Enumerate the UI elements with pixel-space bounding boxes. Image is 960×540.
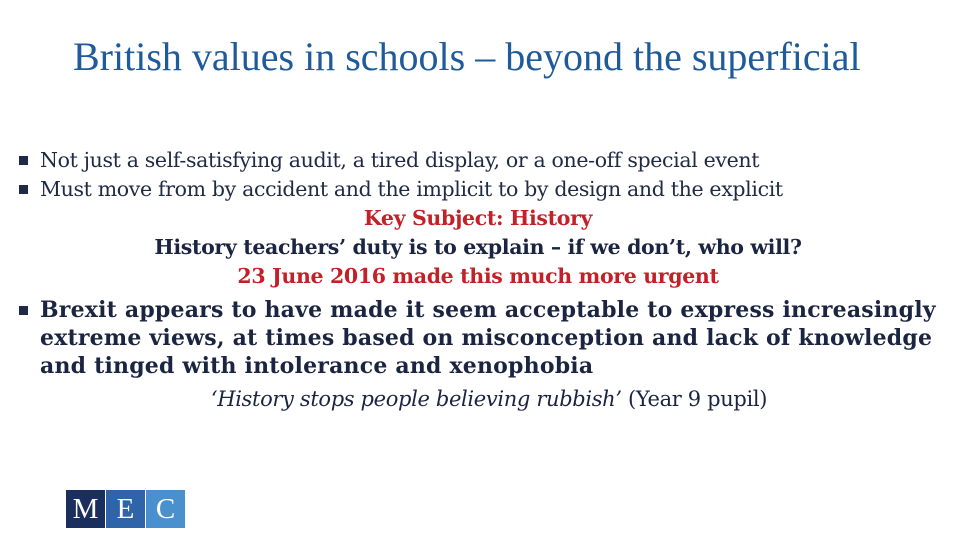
bullet-text: Must move from by accident and the implicit to by design and the explicit: [40, 177, 783, 201]
logo-letter-e: E: [106, 490, 145, 528]
duty-statement: History teachers’ duty is to explain – if we don’t, who will?: [154, 235, 802, 259]
quote-attribution: (Year 9 pupil): [621, 387, 768, 411]
key-subject-heading: Key Subject: History: [363, 206, 593, 230]
pupil-quote: [18, 385, 938, 414]
bullet-item: [18, 175, 938, 204]
bullet-item-brexit: [18, 296, 938, 380]
slide-body: [18, 146, 938, 414]
mec-logo: [66, 490, 186, 528]
slide-title: British values in schools – beyond the superficial: [73, 34, 861, 79]
logo-letter-c: C: [146, 490, 185, 528]
square-bullet-icon: [19, 185, 28, 194]
bullet-text: Not just a self-satisfying audit, a tired display, or a one-off special event: [40, 148, 760, 172]
logo-letter-m: M: [66, 490, 105, 528]
bullet-item: [18, 146, 938, 175]
quote-text: ‘History stops people believing rubbish’: [210, 387, 622, 411]
date-statement: 23 June 2016 made this much more urgent: [237, 264, 719, 288]
square-bullet-icon: [19, 306, 28, 315]
square-bullet-icon: [19, 156, 28, 165]
bullet-text: Brexit appears to have made it seem acceptable to express increasingly extreme views, at times based on misconception and lack of knowledge and tinged with intolerance and xenophobia: [40, 297, 936, 379]
